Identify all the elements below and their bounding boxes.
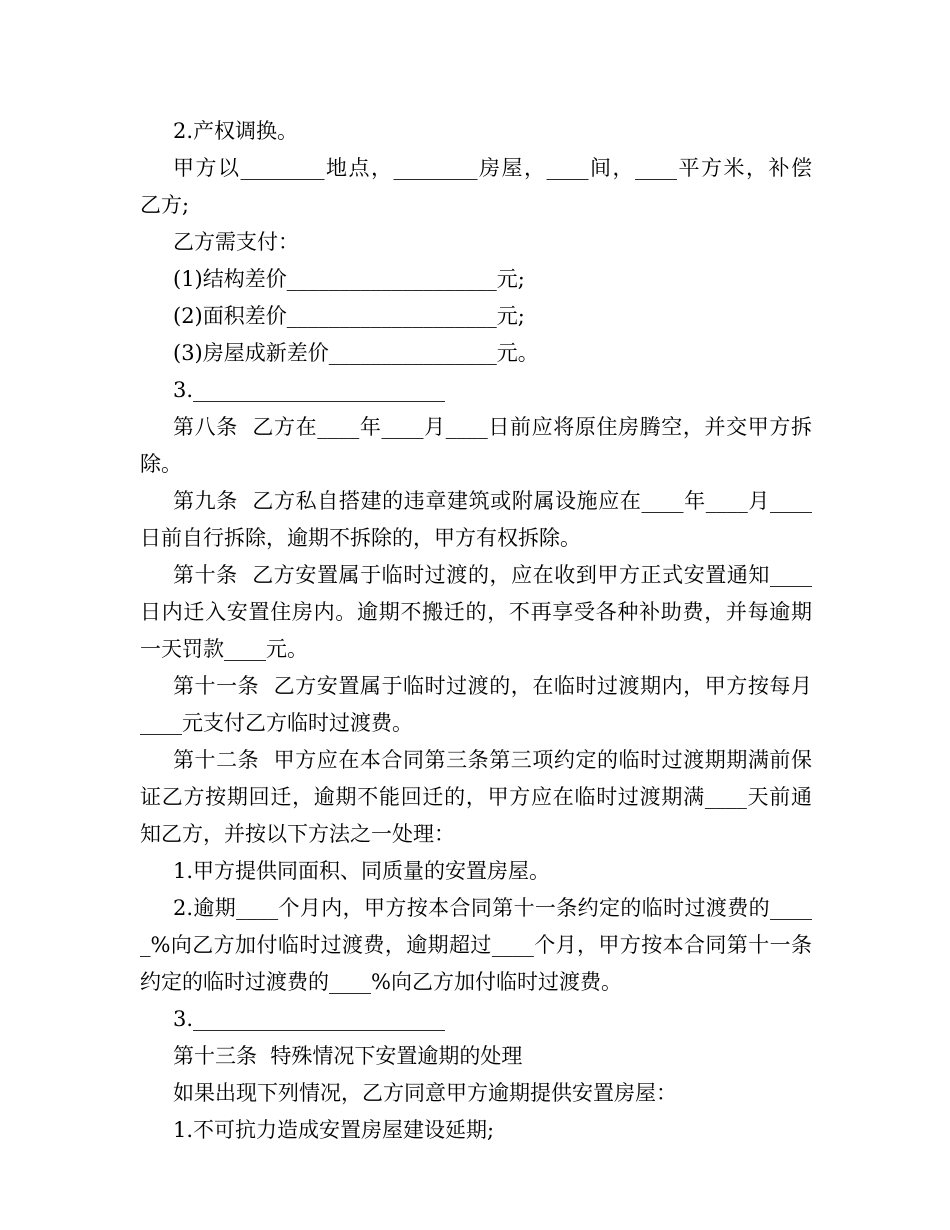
text-line: 2.产权调换。 (173, 119, 299, 143)
text-line: 证乙方按期回迁，逾期不能回迁的，甲方应在临时过渡期满____天前通 (140, 785, 812, 809)
text-line: 3.________________________ (173, 378, 446, 402)
text-line: 2.逾期____个月内，甲方按本合同第十一条约定的临时过渡费的____ (173, 896, 812, 920)
text-line: 1.甲方提供同面积、同质量的安置房屋。 (173, 859, 551, 883)
text-line: 乙方; (140, 193, 190, 217)
text-line: 日前自行拆除，逾期不拆除的，甲方有权拆除。 (140, 526, 581, 550)
text-line: (2)面积差价____________________元; (173, 304, 525, 328)
text-line: _%向乙方加付临时过渡费，逾期超过____个月，甲方按本合同第十一条 (140, 933, 812, 957)
text-line: 第十一条 乙方安置属于临时过渡的，在临时过渡期内，甲方按每月 (173, 674, 812, 698)
text-line: 如果出现下列情况，乙方同意甲方逾期提供安置房屋： (173, 1081, 677, 1105)
text-line: 第九条 乙方私自搭建的违章建筑或附属设施应在____年____月____ (173, 489, 812, 513)
text-line: 3.________________________ (173, 1007, 446, 1031)
text-line: 日内迁入安置住房内。逾期不搬迁的，不再享受各种补助费，并每逾期 (140, 600, 812, 624)
document-body (140, 113, 812, 1149)
text-line: (1)结构差价____________________元; (173, 267, 525, 291)
text-line: 除。 (140, 452, 182, 476)
text-line: 1.不可抗力造成安置房屋建设延期; (173, 1118, 495, 1142)
text-line: 约定的临时过渡费的____%向乙方加付临时过渡费。 (140, 970, 622, 994)
text-line: 甲方以________地点，________房屋，____间，____平方米，补偿 (173, 156, 812, 180)
text-line: 第十三条 特殊情况下安置逾期的处理 (173, 1044, 523, 1068)
text-line: 知乙方，并按以下方法之一处理： (140, 822, 455, 846)
text-line: ____元支付乙方临时过渡费。 (140, 711, 413, 735)
text-line: 一天罚款____元。 (140, 637, 308, 661)
text-line: 乙方需支付： (173, 230, 299, 254)
text-line: 第八条 乙方在____年____月____日前应将原住房腾空，并交甲方拆 (173, 415, 812, 439)
text-line: 第十二条 甲方应在本合同第三条第三项约定的临时过渡期期满前保 (173, 748, 812, 772)
text-line: (3)房屋成新差价________________元。 (173, 341, 539, 365)
text-line: 第十条 乙方安置属于临时过渡的，应在收到甲方正式安置通知____ (173, 563, 812, 587)
